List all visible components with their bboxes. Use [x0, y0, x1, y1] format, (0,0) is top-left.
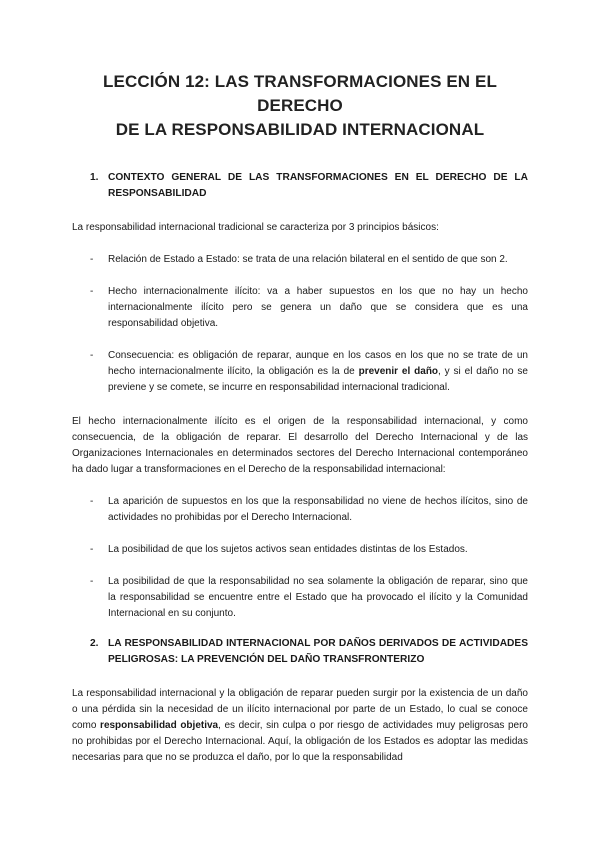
title-line-2: DE LA RESPONSABILIDAD INTERNACIONAL — [115, 120, 485, 139]
list-item — [72, 284, 528, 332]
bold-term: prevenir el daño — [358, 366, 439, 377]
section-1-heading-text: CONTEXTO GENERAL DE LAS TRANSFORMACIONES EN EL DERECHO DE LA RESPONSABILIDAD — [108, 172, 528, 199]
dash-bullet: - — [90, 350, 94, 361]
title-line-1: LECCIÓN 12: LAS TRANSFORMACIONES EN EL DERECHO — [103, 72, 497, 115]
list-item — [72, 574, 528, 622]
transformation-1-text: La aparición de supuestos en los que la responsabilidad no viene de hechos ilícitos, sino de actividades no prohibidas por el Derecho Internacional. — [108, 496, 528, 523]
principle-1-text: Relación de Estado a Estado: se trata de una relación bilateral en el sentido de que son 2. — [108, 254, 508, 265]
list-item — [72, 542, 528, 558]
section-2-heading-text: LA RESPONSABILIDAD INTERNACIONAL POR DAÑOS DERIVADOS DE ACTIVIDADES PELIGROSAS: LA PREVENCIÓN DEL DAÑO TRANSFRONTERIZO — [108, 638, 528, 665]
section-2-number: 2. — [90, 638, 99, 649]
dash-bullet: - — [90, 496, 94, 507]
transformations-list — [72, 494, 528, 622]
transformation-3-text: La posibilidad de que la responsabilidad no sea solamente la obligación de reparar, sino que la responsabilidad se encuentre entre el Estado que ha provocado el ilícito y la Comunidad Internacional en su conjunto. — [108, 576, 528, 619]
dash-bullet: - — [90, 286, 94, 297]
dash-bullet: - — [90, 544, 94, 555]
section-1-number: 1. — [90, 172, 99, 183]
principles-list — [72, 252, 528, 396]
principle-2-text: Hecho internacionalmente ilícito: va a haber supuestos en los que no hay un hecho internacionalmente ilícito pero se genera un daño que se considera que es una responsabilidad objetiva. — [108, 286, 528, 329]
dash-bullet: - — [90, 254, 94, 265]
list-item — [72, 494, 528, 526]
page-title — [72, 70, 528, 142]
bold-term: responsabilidad objetiva — [100, 720, 219, 731]
section-2-heading — [72, 636, 528, 668]
list-item — [72, 348, 528, 396]
section-1-paragraph: El hecho internacionalmente ilícito es el origen de la responsabilidad internacional, y como consecuencia, de la obligación de reparar. El desarrollo del Derecho Internacional y de las Organizaciones Internacionales en determinados sectores del Derecho Internacional contemporáneo ha dado lugar a transformaciones en el Derecho de la responsabilidad internacional: — [72, 416, 528, 475]
section-1-intro: La responsabilidad internacional tradicional se caracteriza por 3 principios básicos: — [72, 222, 439, 233]
principle-3-text: Consecuencia: es obligación de reparar, aunque en los casos en los que no se trate de un hecho internacionalmente ilícito, la obligación es la de prevenir el daño, y si el daño no se previene y se comete, se incurre en responsabilidad internacional tradicional. — [108, 350, 528, 393]
dash-bullet: - — [90, 576, 94, 587]
list-item — [72, 252, 528, 268]
section-1-heading — [72, 170, 528, 202]
section-2-paragraph: La responsabilidad internacional y la obligación de reparar pueden surgir por la existencia de un daño o una pérdida sin la necesidad de un ilícito internacional por parte de un Estado, lo cual se conoce como responsabilidad objetiva, es decir, sin culpa o por riesgo de actividades muy peligrosas pero no prohibidas por el Derecho Internacional. Aquí, la obligación de los Estados es adoptar las medidas necesarias para que no se produzca el daño, por lo que la responsabilidad — [72, 688, 528, 763]
transformation-2-text: La posibilidad de que los sujetos activos sean entidades distintas de los Estados. — [108, 544, 468, 555]
